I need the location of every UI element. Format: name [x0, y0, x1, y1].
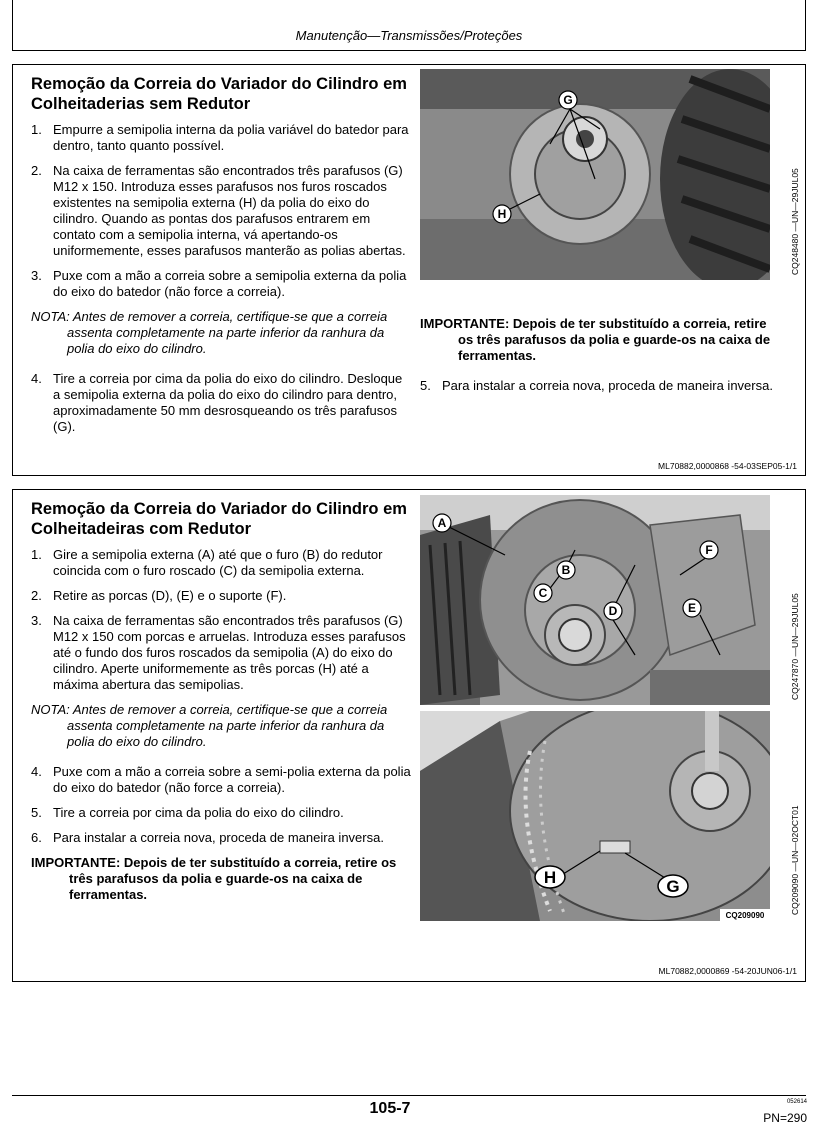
image-code: CQ247870 —UN—29JUL05	[790, 593, 800, 700]
list-item	[31, 613, 413, 693]
step-text: Tire a correia por cima da polia do eixo do cilindro.	[53, 805, 344, 820]
list-item	[31, 268, 413, 300]
important-text	[31, 855, 413, 903]
step-number: 1.	[31, 122, 42, 137]
print-code: 052614	[786, 1099, 807, 1105]
callout-h: H	[543, 868, 557, 887]
step-number: 2.	[31, 588, 42, 603]
callout-d: D	[608, 604, 618, 618]
step-number: 5.	[420, 378, 431, 393]
image-code: CQ209090 —UN—02OCT01	[790, 805, 800, 915]
step-number: 5.	[31, 805, 42, 820]
section-2-steps	[31, 547, 413, 903]
callout-a: A	[437, 516, 447, 530]
step-text: Puxe com a mão a correia sobre a semi-polia externa da polia do eixo do batedor (não force a correia).	[53, 764, 411, 795]
callout-g: G	[563, 93, 573, 107]
callout-c: C	[538, 586, 548, 600]
step-text: Puxe com a mão a correia sobre a semipolia externa da polia do eixo do batedor (não force a correia).	[53, 268, 407, 299]
section-1-steps	[31, 122, 413, 444]
step-text: Na caixa de ferramentas são encontrados três parafusos (G) M12 x 150 com porcas e arruelas. Introduza esses parafusos até o fundo dos furos roscados da semipolia (A) do eixo do cilindro. Aperte uniformemente as três porcas (H) até a máxima abertura das semipolias.	[53, 613, 406, 692]
step-text: Retire as porcas (D), (E) e o suporte (F).	[53, 588, 287, 603]
step-text: Na caixa de ferramentas são encontrados três parafusos (G) M12 x 150. Introduza esses parafusos nos furos roscados existentes na semipolia externa (H) da polia do eixo do cilindro. Quando as pontas dos parafusos entrarem em contato com a semipolia interna, vá apertando-os uniformemente, esses parafusos manterão as polias abertas.	[53, 163, 406, 258]
list-item	[31, 163, 413, 259]
list-item	[31, 547, 413, 579]
note-text	[31, 309, 413, 357]
section-removal-without-reducer	[12, 64, 806, 476]
step-number: 4.	[31, 371, 42, 386]
step-text: Para instalar a correia nova, proceda de maneira inversa.	[442, 378, 773, 393]
section-1-title: Remoção da Correia do Variador do Cilindro em Colheitaderias sem Redutor	[31, 75, 407, 113]
photo-stamp: CQ209090	[725, 911, 765, 920]
section-1-right-column	[420, 316, 780, 403]
list-item	[31, 764, 413, 796]
callout-e: E	[687, 601, 697, 615]
page-header-title: Manutenção—Transmissões/Proteções	[295, 28, 523, 43]
important-body: IMPORTANTE: Depois de ter substituído a correia, retire os três parafusos da polia e guarde-os na caixa de ferramentas.	[420, 316, 771, 363]
page-header	[12, 0, 806, 51]
section-2-title: Remoção da Correia do Variador do Cilindro em Colheitadeiras com Redutor	[31, 500, 407, 538]
list-item	[31, 122, 413, 154]
page-number: 105-7	[369, 1100, 411, 1117]
step-text: Empurre a semipolia interna da polia variável do batedor para dentro, tanto quanto possível.	[53, 122, 409, 153]
step-text: Gire a semipolia externa (A) até que o furo (B) do redutor coincida com o furo roscado (C) da semipolia externa.	[53, 547, 383, 578]
important-body: IMPORTANTE: Depois de ter substituído a correia, retire os três parafusos da polia e guarde-os na caixa de ferramentas.	[31, 855, 397, 902]
callout-f: F	[705, 543, 713, 557]
list-item	[31, 371, 413, 435]
photo-reducer-pulley	[420, 495, 770, 705]
important-text	[420, 316, 780, 364]
step-number: 4.	[31, 764, 42, 779]
step-number: 6.	[31, 830, 42, 845]
note-body: NOTA: Antes de remover a correia, certifique-se que a correia assenta completamente na parte inferior da ranhura da polia do eixo do cilindro.	[31, 309, 388, 356]
list-item	[31, 830, 413, 846]
list-item	[420, 378, 780, 394]
section-2-reference: ML70882,0000869 -54-20JUN06-1/1	[658, 966, 797, 976]
step-text: Para instalar a correia nova, proceda de maneira inversa.	[53, 830, 384, 845]
note-text	[31, 702, 413, 750]
footer-divider	[12, 1095, 806, 1096]
step-number: 2.	[31, 163, 42, 178]
step-number: 3.	[31, 268, 42, 283]
photo-pulley-bolts	[420, 711, 770, 921]
pn-number: PN=290	[763, 1111, 807, 1125]
step-number: 1.	[31, 547, 42, 562]
callout-b: B	[561, 563, 571, 577]
callout-h: H	[497, 207, 507, 221]
list-item	[31, 805, 413, 821]
image-code: CQ248480 —UN—29JUL05	[790, 168, 800, 275]
callout-g: G	[666, 877, 680, 896]
photo-cylinder-pulley	[420, 69, 770, 280]
section-1-reference: ML70882,0000868 -54-03SEP05-1/1	[658, 461, 797, 471]
step-number: 3.	[31, 613, 42, 628]
note-body: NOTA: Antes de remover a correia, certifique-se que a correia assenta completamente na parte inferior da ranhura da polia do eixo do cilindro.	[31, 702, 388, 749]
section-removal-with-reducer	[12, 489, 806, 982]
list-item	[31, 588, 413, 604]
step-text: Tire a correia por cima da polia do eixo do cilindro. Desloque a semipolia externa da polia do eixo do cilindro para dentro, aproximadamente 50 mm desrosqueando os três parafusos (G).	[53, 371, 403, 434]
